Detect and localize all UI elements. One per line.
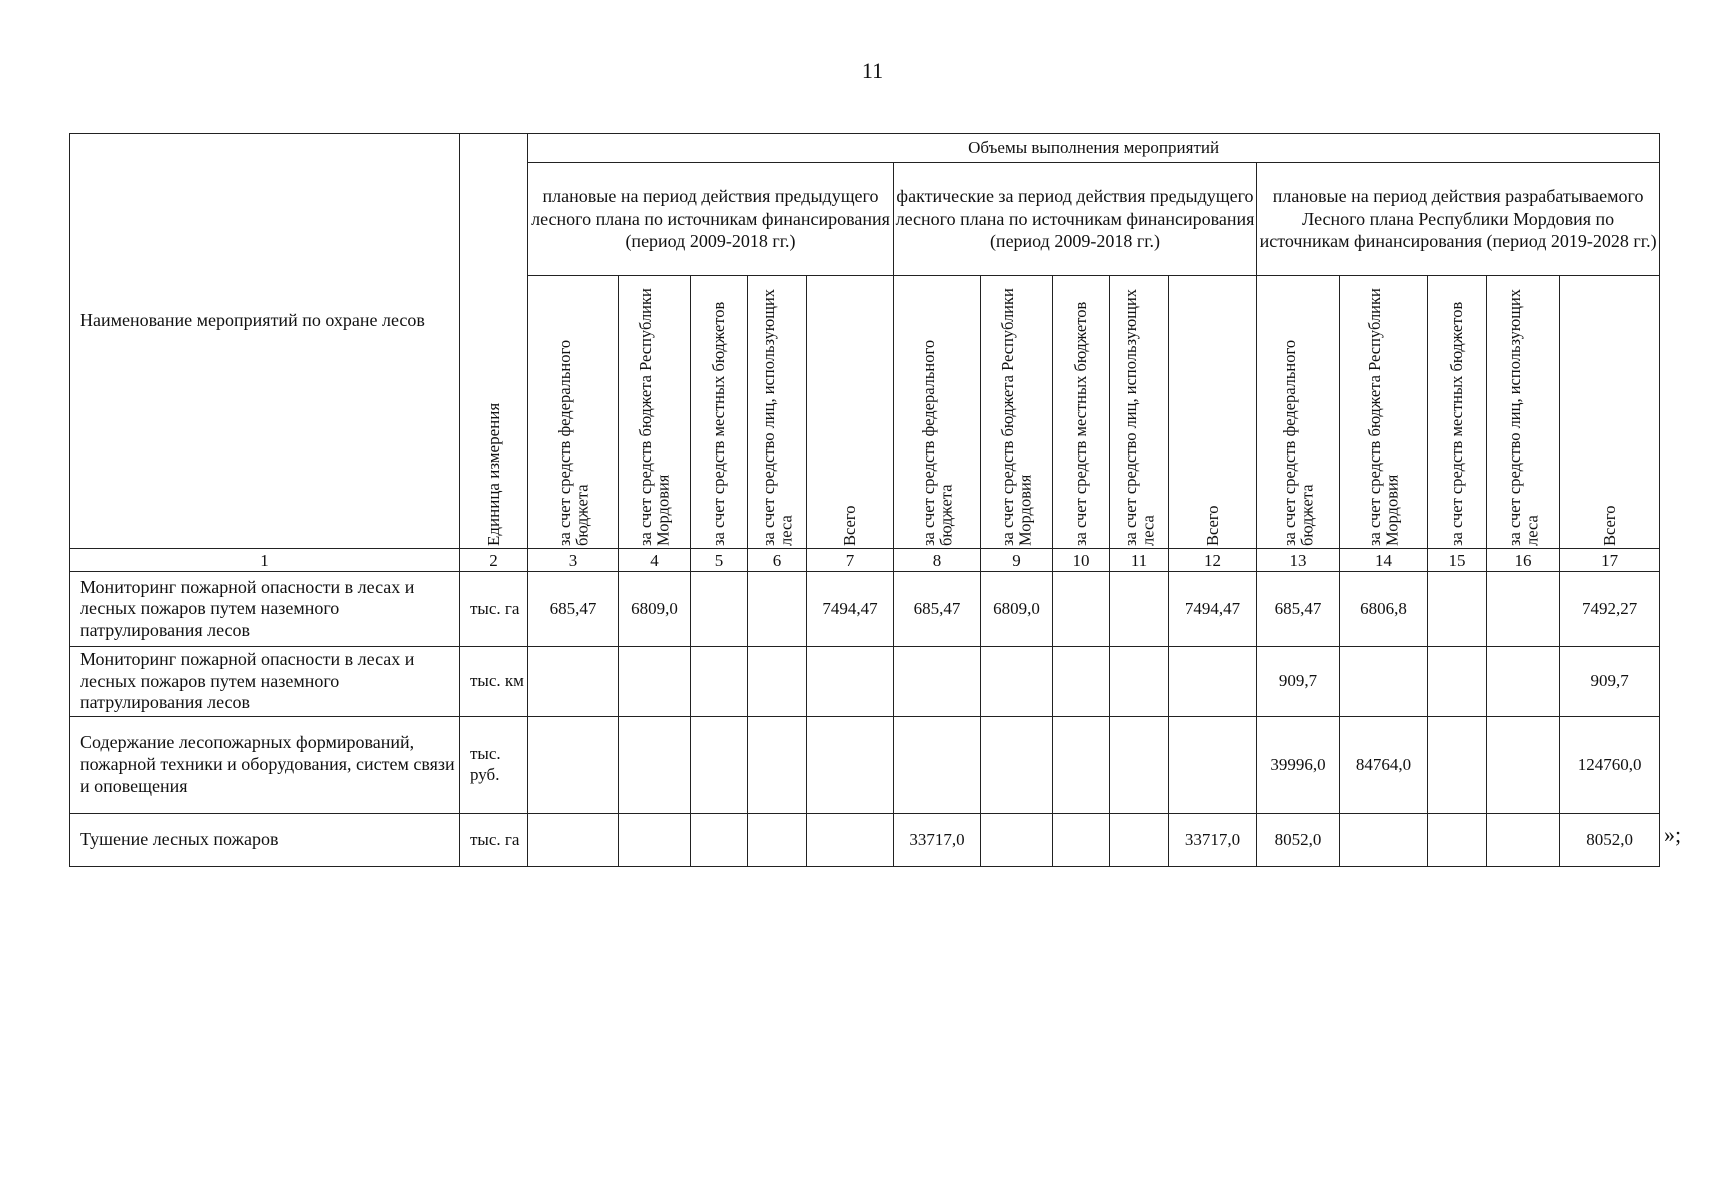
sub-header-text: за счет средство лиц, использующих леса <box>1504 288 1541 546</box>
value-cell <box>1487 647 1560 717</box>
unit-cell: тыс. га <box>460 572 528 647</box>
value-cell <box>528 813 619 866</box>
activity-name: Тушение лесных пожаров <box>70 813 460 866</box>
value-cell <box>1169 647 1257 717</box>
value-cell <box>807 647 894 717</box>
column-number: 7 <box>807 549 894 572</box>
sub-header-text: за счет средство лиц, использующих леса <box>758 288 795 546</box>
value-cell: 84764,0 <box>1340 716 1428 813</box>
column-number: 3 <box>528 549 619 572</box>
unit-cell: тыс. руб. <box>460 716 528 813</box>
value-cell <box>691 813 748 866</box>
value-cell <box>528 647 619 717</box>
value-cell: 685,47 <box>1257 572 1340 647</box>
sub-header-text: Всего <box>1599 505 1619 546</box>
unit-column-header <box>460 134 528 549</box>
value-cell <box>1169 716 1257 813</box>
value-cell <box>1428 572 1487 647</box>
value-cell: 909,7 <box>1560 647 1660 717</box>
value-cell <box>1110 716 1169 813</box>
value-cell: 7494,47 <box>807 572 894 647</box>
sub-header-g3-1 <box>1257 276 1340 549</box>
value-cell: 124760,0 <box>1560 716 1660 813</box>
value-cell <box>981 813 1053 866</box>
value-cell <box>1110 647 1169 717</box>
value-cell <box>981 647 1053 717</box>
page-number: 11 <box>861 58 884 83</box>
value-cell: 685,47 <box>528 572 619 647</box>
column-number: 10 <box>1053 549 1110 572</box>
value-cell: 6809,0 <box>981 572 1053 647</box>
column-number: 17 <box>1560 549 1660 572</box>
value-cell <box>807 813 894 866</box>
value-cell <box>619 647 691 717</box>
sub-header-g1-1 <box>528 276 619 549</box>
column-number: 6 <box>748 549 807 572</box>
value-cell <box>748 813 807 866</box>
value-cell <box>691 572 748 647</box>
value-cell <box>1053 572 1110 647</box>
sub-header-g2-3 <box>1053 276 1110 549</box>
value-cell <box>1428 716 1487 813</box>
sub-header-g3-3 <box>1428 276 1487 549</box>
sub-header-g2-2 <box>981 276 1053 549</box>
activity-name: Мониторинг пожарной опасности в лесах и лесных пожаров путем наземного патрулирования лесов <box>70 572 460 647</box>
table-row <box>70 813 1660 866</box>
column-number: 11 <box>1110 549 1169 572</box>
value-cell <box>1487 572 1560 647</box>
closing-quote-mark: »; <box>1664 822 1682 847</box>
sub-header-g2-1 <box>894 276 981 549</box>
sub-header-g2-5 <box>1169 276 1257 549</box>
value-cell: 6809,0 <box>619 572 691 647</box>
sub-header-g3-5 <box>1560 276 1660 549</box>
value-cell <box>1110 813 1169 866</box>
value-cell: 6806,8 <box>1340 572 1428 647</box>
sub-header-text: за счет средств бюджета Республики Мордовия <box>998 288 1035 546</box>
value-cell <box>894 647 981 717</box>
sub-header-text: за счет средств федерального бюджета <box>918 339 955 546</box>
sub-header-text: Всего <box>1202 505 1222 546</box>
sub-header-text: за счет средств федерального бюджета <box>1279 339 1316 546</box>
value-cell <box>1340 647 1428 717</box>
group-header-1: плановые на период действия предыдущего лесного плана по источникам финансирования (период 2009-2018 гг.) <box>528 163 894 276</box>
sub-header-text: за счет средств местных бюджетов <box>1071 301 1091 546</box>
value-cell: 7492,27 <box>1560 572 1660 647</box>
value-cell <box>619 716 691 813</box>
table-row <box>70 716 1660 813</box>
value-cell <box>748 716 807 813</box>
volumes-header: Объемы выполнения мероприятий <box>528 134 1660 163</box>
sub-header-text: за счет средств бюджета Республики Мордовия <box>636 288 673 546</box>
sub-header-text: Всего <box>840 505 860 546</box>
column-number: 13 <box>1257 549 1340 572</box>
value-cell <box>1340 813 1428 866</box>
column-number: 16 <box>1487 549 1560 572</box>
table-row <box>70 647 1660 717</box>
name-column-header: Наименование мероприятий по охране лесов <box>70 134 460 549</box>
sub-header-g2-4 <box>1110 276 1169 549</box>
value-cell <box>748 647 807 717</box>
value-cell <box>691 716 748 813</box>
sub-header-g1-2 <box>619 276 691 549</box>
activity-name: Содержание лесопожарных формирований, пожарной техники и оборудования, систем связи и оповещения <box>70 716 460 813</box>
column-number: 8 <box>894 549 981 572</box>
value-cell: 33717,0 <box>894 813 981 866</box>
value-cell <box>691 647 748 717</box>
sub-header-g1-3 <box>691 276 748 549</box>
column-number: 4 <box>619 549 691 572</box>
sub-header-text: за счет средство лиц, использующих леса <box>1120 288 1157 546</box>
value-cell <box>1487 716 1560 813</box>
value-cell <box>748 572 807 647</box>
sub-header-text: за счет средств федерального бюджета <box>554 339 591 546</box>
sub-header-text: за счет средств местных бюджетов <box>709 301 729 546</box>
value-cell <box>1110 572 1169 647</box>
value-cell: 909,7 <box>1257 647 1340 717</box>
group-header-3: плановые на период действия разрабатываемого Лесного плана Республики Мордовия по источникам финансирования (период 2019-2028 гг.) <box>1257 163 1660 276</box>
value-cell <box>807 716 894 813</box>
group-header-2: фактические за период действия предыдущего лесного плана по источникам финансирования (период 2009-2018 гг.) <box>894 163 1257 276</box>
sub-header-text: за счет средств местных бюджетов <box>1447 301 1467 546</box>
column-number: 5 <box>691 549 748 572</box>
value-cell <box>981 716 1053 813</box>
column-number: 15 <box>1428 549 1487 572</box>
unit-column-header-text: Единица измерения <box>483 402 503 546</box>
value-cell: 7494,47 <box>1169 572 1257 647</box>
sub-header-g1-5 <box>807 276 894 549</box>
value-cell: 33717,0 <box>1169 813 1257 866</box>
sub-header-text: за счет средств бюджета Республики Мордовия <box>1365 288 1402 546</box>
unit-cell: тыс. км <box>460 647 528 717</box>
value-cell <box>1428 813 1487 866</box>
value-cell <box>619 813 691 866</box>
value-cell <box>1053 716 1110 813</box>
column-number: 14 <box>1340 549 1428 572</box>
column-number: 12 <box>1169 549 1257 572</box>
unit-cell: тыс. га <box>460 813 528 866</box>
sub-header-g1-4 <box>748 276 807 549</box>
value-cell: 685,47 <box>894 572 981 647</box>
value-cell <box>1487 813 1560 866</box>
column-number: 2 <box>460 549 528 572</box>
sub-header-g3-4 <box>1487 276 1560 549</box>
value-cell: 8052,0 <box>1560 813 1660 866</box>
sub-header-g3-2 <box>1340 276 1428 549</box>
value-cell <box>1053 813 1110 866</box>
column-number: 9 <box>981 549 1053 572</box>
value-cell: 8052,0 <box>1257 813 1340 866</box>
table-row <box>70 572 1660 647</box>
value-cell <box>1053 647 1110 717</box>
activity-name: Мониторинг пожарной опасности в лесах и лесных пожаров путем наземного патрулирования лесов <box>70 647 460 717</box>
value-cell: 39996,0 <box>1257 716 1340 813</box>
value-cell <box>528 716 619 813</box>
value-cell <box>894 716 981 813</box>
value-cell <box>1428 647 1487 717</box>
forest-protection-table <box>69 133 1660 867</box>
column-number: 1 <box>70 549 460 572</box>
